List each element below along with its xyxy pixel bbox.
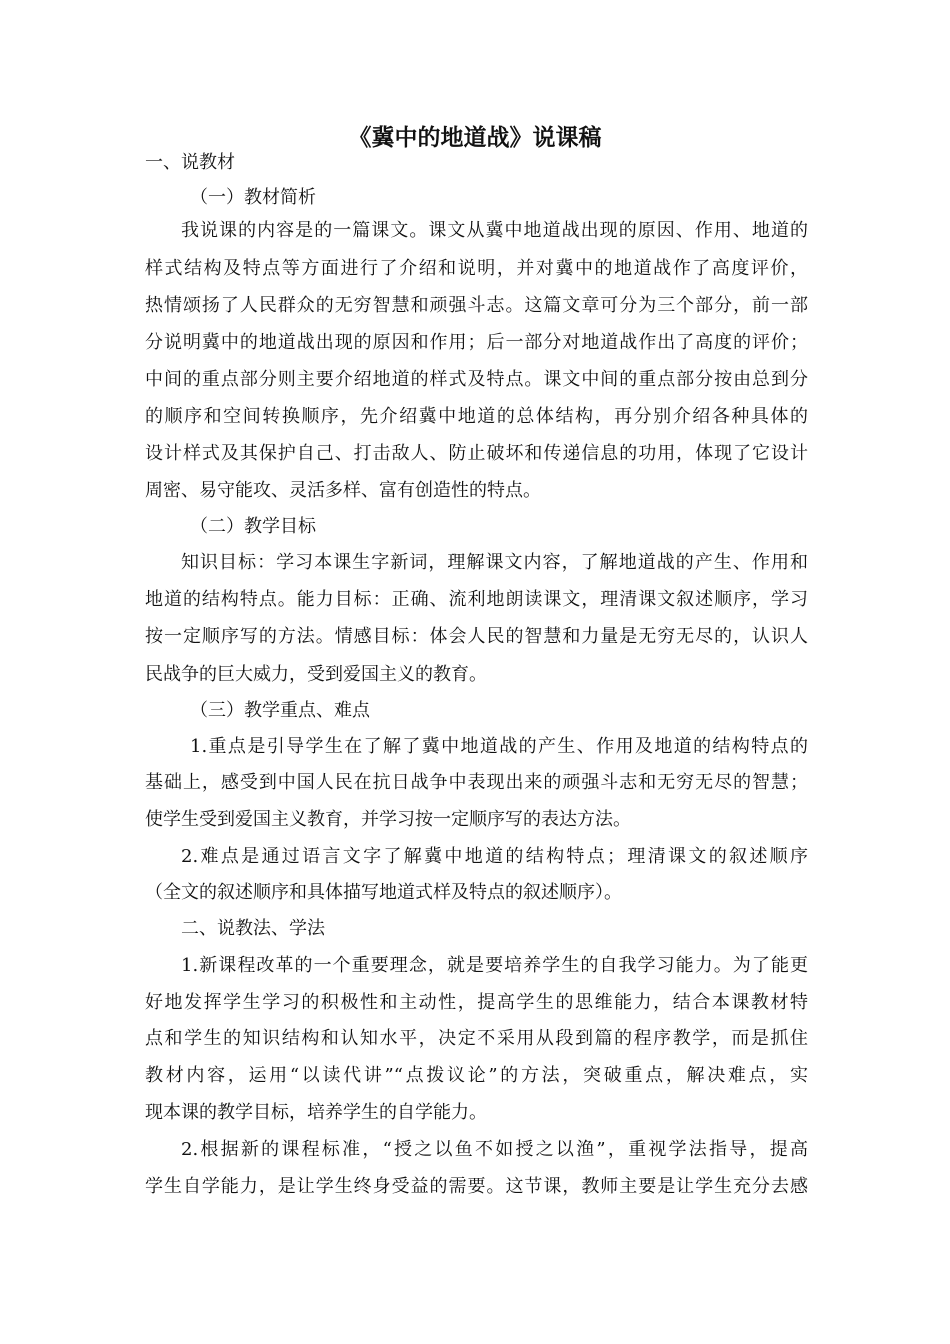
paragraph-line: 2.根据新的课程标准，“授之以鱼不如授之以渔”，重视学法指导，提高: [181, 1139, 808, 1160]
paragraph-line: 点和学生的知识结构和认知水平，决定不采用从段到篇的程序教学，而是抓住: [145, 1028, 808, 1049]
paragraph-line: 教材内容，运用“以读代讲”“点拨议论”的方法，突破重点，解决难点，实: [145, 1065, 808, 1086]
paragraph-line: （全文的叙述顺序和具体描写地道式样及特点的叙述顺序）。: [145, 882, 622, 903]
paragraph-line: 按一定顺序写的方法。情感目标：体会人民的智慧和力量是无穷无尽的，认识人: [145, 626, 808, 647]
paragraph-line: 中间的重点部分则主要介绍地道的样式及特点。课文中间的重点部分按由总到分: [145, 369, 808, 390]
paragraph-line: 设计样式及其保护自己、打击敌人、防止破坏和传递信息的功用，体现了它设计: [145, 443, 808, 464]
paragraph-line: 我说课的内容是的一篇课文。课文从冀中地道战出现的原因、作用、地道的: [181, 220, 808, 241]
paragraph-line: 民战争的巨大威力，受到爱国主义的教育。: [145, 664, 487, 685]
section-heading-1: 一、说教材: [145, 152, 235, 173]
paragraph-line: 1.重点是引导学生在了解了冀中地道战的产生、作用及地道的结构特点的: [190, 736, 808, 757]
paragraph-line: 基础上，感受到中国人民在抗日战争中表现出来的顽强斗志和无穷无尽的智慧；: [145, 772, 808, 793]
paragraph-line: 分说明冀中的地道战出现的原因和作用；后一部分对地道战作出了高度的评价；: [145, 332, 808, 353]
subsection-heading-2: （二）教学目标: [190, 516, 316, 537]
paragraph-line: 周密、易守能攻、灵活多样、富有创造性的特点。: [145, 480, 541, 501]
paragraph-line: 1.新课程改革的一个重要理念，就是要培养学生的自我学习能力。为了能更: [181, 955, 808, 976]
paragraph-line: 使学生受到爱国主义教育，并学习按一定顺序写的表达方法。: [145, 809, 631, 830]
paragraph-line: 热情颂扬了人民群众的无穷智慧和顽强斗志。这篇文章可分为三个部分，前一部: [145, 295, 808, 316]
paragraph-line: 学生自学能力，是让学生终身受益的需要。这节课，教师主要是让学生充分去感: [145, 1176, 808, 1197]
section-heading-2: 二、说教法、学法: [181, 918, 325, 939]
paragraph-line: 好地发挥学生学习的积极性和主动性，提高学生的思维能力，结合本课教材特: [145, 992, 808, 1013]
subsection-heading-1: （一）教材简析: [190, 187, 316, 208]
paragraph-line: 样式结构及特点等方面进行了介绍和说明，并对冀中的地道战作了高度评价，: [145, 258, 808, 279]
subsection-heading-3: （三）教学重点、难点: [190, 700, 370, 721]
paragraph-line: 的顺序和空间转换顺序，先介绍冀中地道的总体结构，再分别介绍各种具体的: [145, 406, 808, 427]
paragraph-line: 地道的结构特点。能力目标：正确、流利地朗读课文，理清课文叙述顺序，学习: [145, 589, 808, 610]
document-title: 《冀中的地道战》说课稿: [348, 124, 602, 151]
paragraph-line: 知识目标：学习本课生字新词，理解课文内容，了解地道战的产生、作用和: [181, 552, 808, 573]
paragraph-line: 2.难点是通过语言文字了解冀中地道的结构特点；理清课文的叙述顺序: [181, 846, 808, 867]
paragraph-line: 现本课的教学目标，培养学生的自学能力。: [145, 1102, 487, 1123]
